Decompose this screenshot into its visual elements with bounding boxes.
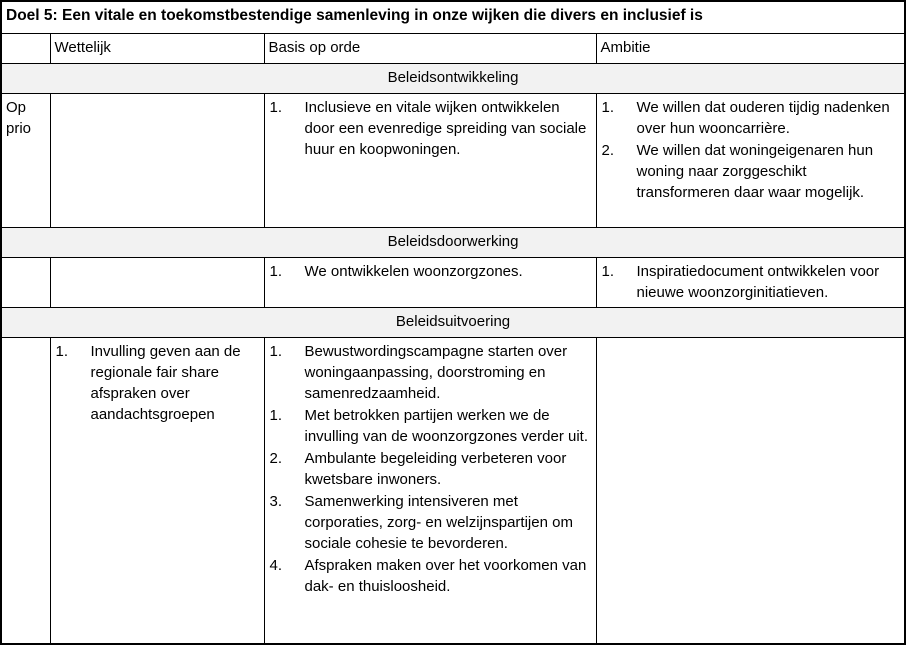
list-item-text: Ambulante begeleiding verbeteren voor kwetsbare inwoners. — [304, 449, 567, 488]
cell-beleidsuitvoering-basis — [264, 337, 596, 644]
list-item-number: 3. — [269, 492, 283, 510]
cell-beleidsontwikkeling-ambitie — [596, 93, 905, 227]
column-header-wettelijk: Wettelijk — [50, 33, 264, 63]
list-item-number: 1. — [269, 342, 283, 360]
section-header-beleidsuitvoering: Beleidsuitvoering — [1, 307, 905, 337]
row-label-empty-1 — [1, 257, 50, 307]
list-item-number: 1. — [601, 262, 615, 280]
list-item-text: Samenwerking intensiveren met corporaties, zorg- en welzijnspartijen om sociale cohesie te bevorderen. — [304, 492, 573, 552]
list-item-number: 1. — [55, 342, 69, 360]
list-item — [601, 140, 901, 203]
row-label-op-prio: Op prio — [1, 93, 50, 227]
list-item — [601, 261, 901, 303]
section-header-beleidsdoorwerking: Beleidsdoorwerking — [1, 227, 905, 257]
list-item-number: 2. — [269, 449, 283, 467]
list-item-text: Bewustwordingscampagne starten over woningaanpassing, doorstroming en samenredzaamheid. — [304, 342, 568, 402]
list-item-text: Inspiratiedocument ontwikkelen voor nieuwe woonzorginitiatieven. — [636, 262, 880, 301]
list-item-text: Met betrokken partijen werken we de invulling van de woonzorgzones verder uit. — [304, 406, 588, 445]
cell-beleidsuitvoering-wettelijk — [50, 337, 264, 644]
cell-beleidsdoorwerking-wettelijk — [50, 257, 264, 307]
list-item — [269, 555, 592, 597]
list-item-number: 1. — [269, 406, 283, 424]
list-item — [269, 405, 592, 447]
list-item — [269, 97, 592, 160]
corner-header-cell — [1, 33, 50, 63]
column-header-ambitie: Ambitie — [596, 33, 905, 63]
list-item — [269, 448, 592, 490]
list-item-text: We ontwikkelen woonzorgzones. — [304, 262, 523, 280]
table-title: Doel 5: Een vitale en toekomstbestendige samenleving in onze wijken die divers en inclusief is — [1, 1, 905, 33]
list-item-number: 4. — [269, 556, 283, 574]
column-header-basis-op-orde: Basis op orde — [264, 33, 596, 63]
list-item-number: 1. — [269, 262, 283, 280]
list-item — [55, 341, 260, 425]
list-item-number: 1. — [601, 98, 615, 116]
list-item-text: Afspraken maken over het voorkomen van dak- en thuisloosheid. — [304, 556, 587, 595]
list-item-number: 1. — [269, 98, 283, 116]
list-item — [601, 97, 901, 139]
section-header-beleidsontwikkeling: Beleidsontwikkeling — [1, 63, 905, 93]
list-item-number: 2. — [601, 141, 615, 159]
list-item — [269, 341, 592, 404]
cell-beleidsontwikkeling-basis — [264, 93, 596, 227]
cell-beleidsuitvoering-ambitie — [596, 337, 905, 644]
list-item-text: We willen dat ouderen tijdig nadenken over hun wooncarrière. — [636, 98, 890, 137]
cell-beleidsdoorwerking-basis — [264, 257, 596, 307]
list-item-text: Invulling geven aan de regionale fair share afspraken over aandachtsgroepen — [90, 342, 241, 423]
list-item-text: Inclusieve en vitale wijken ontwikkelen door een evenredige spreiding van sociale huur en koopwoningen. — [304, 98, 587, 158]
list-item-text: We willen dat woningeigenaren hun woning naar zorggeschikt transformeren daar waar mogelijk. — [636, 141, 874, 201]
cell-beleidsontwikkeling-wettelijk — [50, 93, 264, 227]
row-label-empty-2 — [1, 337, 50, 644]
list-item — [269, 261, 592, 282]
cell-beleidsdoorwerking-ambitie — [596, 257, 905, 307]
list-item — [269, 491, 592, 554]
